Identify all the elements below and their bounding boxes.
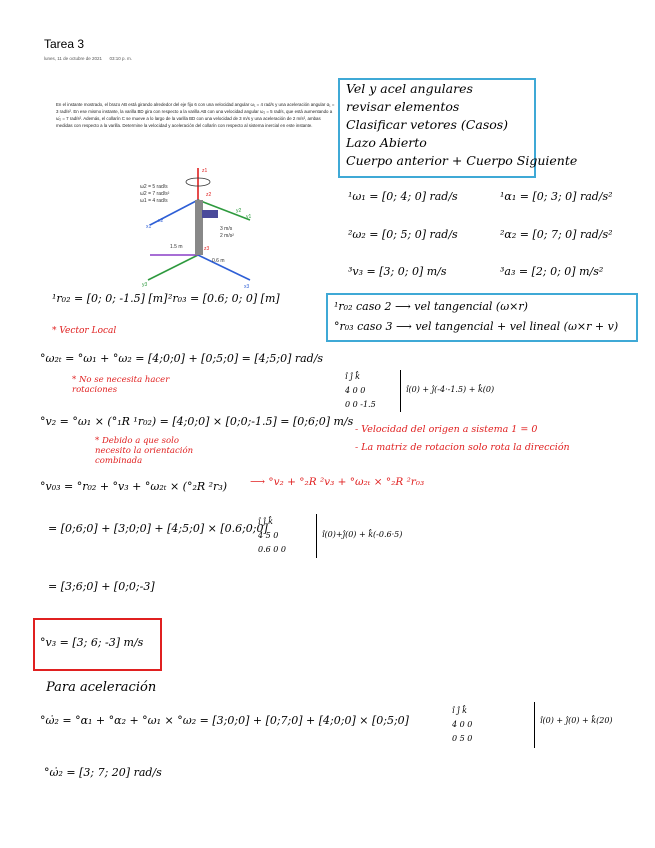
- note-line: revisar elementos: [346, 99, 460, 114]
- cross-result-1: î(0) + ĵ(-4·-1.5) + k̂(0): [406, 385, 495, 394]
- def-w2: ²ω₂ = [0; 5; 0] rad/s: [348, 228, 458, 241]
- def-v3: ³v₃ = [3; 0; 0] m/s: [348, 265, 447, 278]
- cross-row: î ĵ k̂: [345, 372, 360, 381]
- result-v3: °v₃ = [3; 6; -3] m/s: [40, 636, 144, 649]
- red-note-1: - Velocidad del origen a sistema 1 = 0: [355, 424, 538, 435]
- eq-r03: ²r₀₃ = [0.6; 0; 0] [m]: [168, 292, 280, 305]
- case-line-1: ¹r₀₂ caso 2 ⟶ vel tangencial (ω×r): [334, 300, 528, 313]
- cross-row: 0.6 0 0: [258, 545, 286, 554]
- cross-product-2: [258, 515, 286, 557]
- case-line-2: °r₀₃ caso 3 ⟶ vel tangencial + vel lineal (ω×r + v): [334, 320, 619, 333]
- mechanism-figure: [120, 160, 270, 295]
- label-x2: x2: [158, 218, 164, 224]
- eq-w2dot: °ω̇₂ = °α₁ + °α₂ + °ω₁ × °ω₂ = [3;0;0] + [0;7;0] + [4;0;0] × [0;5;0]: [40, 714, 409, 727]
- red-note-2: - La matriz de rotacion solo rota la dirección: [355, 442, 570, 453]
- cross-row: 4 0 0: [452, 720, 473, 729]
- note-line: Cuerpo anterior + Cuerpo Siguiente: [346, 153, 578, 168]
- note-debido: * Debido a que solo necesito la orientación combinada: [95, 436, 194, 466]
- problem-statement: En el instante mostrado, el brazo AB está girando alrededor del eje fijo 6 con una velocidad angular ω₁ = 4 rad/s y una aceleración angular α₁ = 3 rad/s². En ese mismo instante, la varilla BD gira con respecto a la varilla AB con una velocidad angular ω₂ = 5 rad/s, que está aumentando a ω̇₂ = 7 rad/s². Además, el collarín C se mueve a lo largo de la varilla BD con una velocidad de 3 m/s y una aceleración de 2 m/s², ambas medidas con respecto a la varilla. Determine la velocidad y aceleración del collarín con respecto al sistema inercial en este instante.: [56, 102, 335, 128]
- label-vel: 3 m/s: [220, 226, 233, 232]
- cross-divider: [534, 702, 535, 748]
- note-line: Clasificar vetores (Casos): [346, 117, 509, 132]
- cross-result-2: î(0)+ĵ(0) + k̂(-0.6·5): [322, 530, 403, 539]
- note-vector-local: * Vector Local: [52, 326, 117, 336]
- label-x3: x3: [244, 284, 250, 290]
- cross-row: 0 0 -1.5: [345, 400, 376, 409]
- eq-w2t: °ω₂ₜ = °ω₁ + °ω₂ = [4;0;0] + [0;5;0] = [4;5;0] rad/s: [40, 352, 324, 365]
- eq-step-2: = [3;6;0] + [0;0;-3]: [48, 580, 155, 593]
- rod-ab: [195, 200, 203, 255]
- label-len1: 0.6 m: [212, 258, 225, 264]
- notes-list: [346, 80, 577, 170]
- label-len2: 1.5 m: [170, 244, 183, 250]
- cross-row: î ĵ k̂: [258, 517, 273, 526]
- cross-divider: [400, 370, 401, 412]
- label-w2dot: ω̇2 = 7 rad/s²: [140, 191, 170, 197]
- cross-divider: [316, 514, 317, 558]
- def-a1: ¹α₁ = [0; 3; 0] rad/s²: [500, 190, 613, 203]
- cross-row: 4 0 0: [345, 386, 366, 395]
- section-aceleracion: Para aceleración: [46, 680, 157, 695]
- cross-result-3: î(0) + ĵ(0) + k̂(20): [540, 716, 613, 725]
- result-w2dot: °ω̇₂ = [3; 7; 20] rad/s: [44, 766, 162, 779]
- def-a3: ³a₃ = [2; 0; 0] m/s²: [500, 265, 604, 278]
- page-date: [44, 56, 132, 61]
- cross-product-1: [345, 370, 376, 412]
- cross-row: î ĵ k̂: [452, 706, 467, 715]
- label-y3: y3: [142, 282, 148, 288]
- eq-v03-red: ⟶ °v₂ + °₂R ²v₃ + °ω₂ₜ × °₂R ²r₀₃: [250, 476, 425, 488]
- collar-c: [202, 210, 218, 218]
- label-acc: 2 m/s²: [220, 233, 234, 239]
- cross-row: 4 5 0: [258, 531, 279, 540]
- note-line: Lazo Abierto: [346, 135, 427, 150]
- time-text: 03:10 p. m.: [109, 56, 132, 61]
- cross-row: 0 5 0: [452, 734, 473, 743]
- label-w1: ω1 = 4 rad/s: [140, 198, 168, 204]
- label-z3: z3: [204, 246, 210, 252]
- def-w1: ¹ω₁ = [0; 4; 0] rad/s: [348, 190, 458, 203]
- def-a2: ²α₂ = [0; 7; 0] rad/s²: [500, 228, 613, 241]
- label-y1: y1: [246, 214, 252, 220]
- cross-product-3: [452, 704, 472, 746]
- label-z2: z2: [206, 192, 212, 198]
- page-title: Tarea 3: [44, 37, 85, 51]
- date-text: lunes, 11 de octubre de 2021: [44, 56, 102, 61]
- note-no-rotation: * No se necesita hacer rotaciones: [72, 375, 170, 395]
- eq-step-1: = [0;6;0] + [3;0;0] + [4;5;0] × [0.6;0;0]: [48, 522, 268, 535]
- label-z1: z1: [202, 168, 208, 174]
- eq-v2: °v₂ = °ω₁ × (°₁R ¹r₀₂) = [4;0;0] × [0;0;-1.5] = [0;6;0] m/s: [40, 415, 354, 428]
- label-w2: ω2 = 5 rad/s: [140, 184, 168, 190]
- label-x1: x1: [146, 224, 152, 230]
- y3-axis: [148, 255, 198, 280]
- note-line: Vel y acel angulares: [346, 81, 473, 96]
- label-y2: y2: [236, 208, 242, 214]
- eq-v03: °v₀₃ = °r₀₂ + °v₃ + °ω₂ₜ × (°₂R ²r₃): [40, 480, 228, 493]
- eq-r02: ¹r₀₂ = [0; 0; -1.5] [m]: [52, 292, 168, 305]
